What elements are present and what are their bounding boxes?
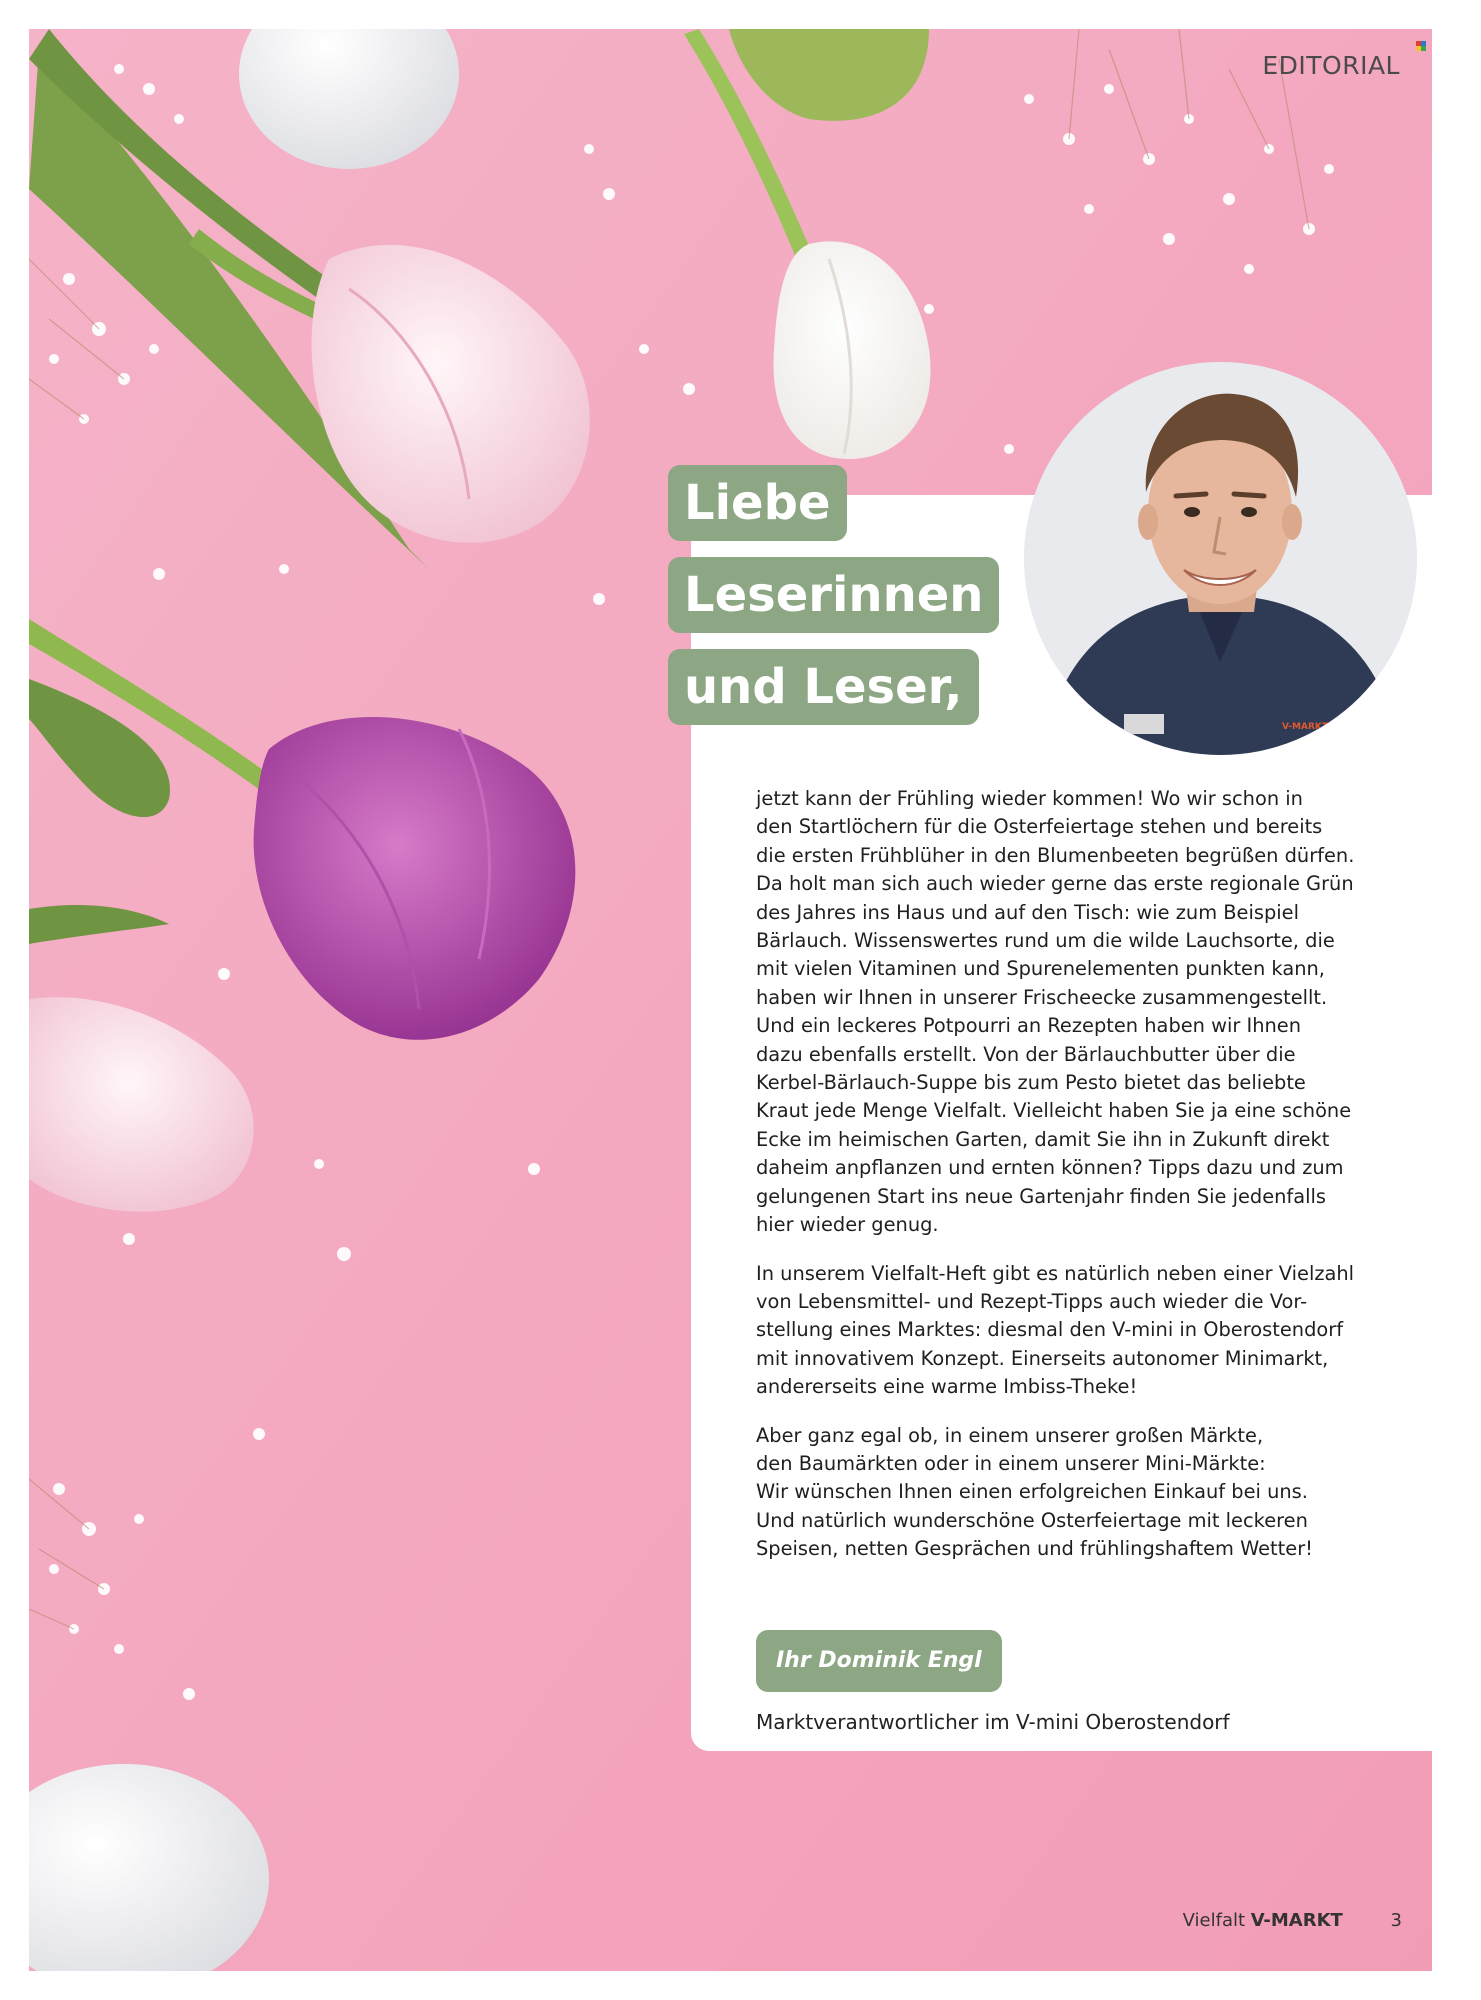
- svg-text:V-MARKT: V-MARKT: [1282, 722, 1329, 732]
- page-footer: [1183, 1910, 1402, 1931]
- magazine-page: [29, 29, 1432, 1971]
- corner-color-mark-icon: [1416, 41, 1426, 51]
- portrait-illustration: [1024, 362, 1417, 755]
- paragraph-3: Aber ganz egal ob, in einem unserer großen Märkte, den Baumärkten oder in einem unserer Mini-Märkte: Wir wünschen Ihnen einen erfolgreichen Einkauf bei uns. Und natürlich wunderschöne Osterfeiertage mit leckeren Speisen, netten Gesprächen und frühlingshaftem Wetter!: [756, 1423, 1313, 1561]
- magazine-name: Vielfalt: [1182, 1910, 1246, 1931]
- greeting-line-1: Liebe: [668, 465, 847, 541]
- greeting-line-2: Leserinnen: [668, 557, 999, 633]
- page-number: 3: [1390, 1910, 1402, 1931]
- author-portrait: [1024, 362, 1417, 755]
- section-label: EDITORIAL: [1262, 51, 1400, 80]
- paragraph-2: In unserem Vielfalt-Heft gibt es natürlich neben einer Vielzahl von Lebensmittel- und Rezept-Tipps auch wieder die Vor- stellung eines Marktes: diesmal den V-mini in Oberostendorf mit innovativem Konzept. Einerseits autonomer Minimarkt, andererseits eine warme Imbiss-Theke!: [756, 1261, 1355, 1399]
- greeting-heading: [668, 465, 999, 741]
- greeting-line-3: und Leser,: [668, 649, 979, 725]
- editorial-body: [756, 785, 1376, 1584]
- name-tag: [1124, 714, 1164, 734]
- signature-badge: Ihr Dominik Engl: [756, 1630, 1002, 1692]
- author-role: Marktverantwortlicher im V-mini Oberostendorf: [756, 1710, 1230, 1734]
- brand-name: V-MARKT: [1250, 1910, 1343, 1931]
- paragraph-1: jetzt kann der Frühling wieder kommen! Wo wir schon in den Startlöchern für die Osterfeiertage stehen und bereits die ersten Frühblüher in den Blumenbeeten begrüßen dürfen. Da holt man sich auch wieder gerne das erste regionale Grün des Jahres ins Haus und auf den Tisch: wie zum Beispiel Bärlauch. Wissenswertes rund um die wilde Lauchsorte, die mit vielen Vitaminen und Spurenelementen punkten kann, haben wir Ihnen in unserer Frischeecke zusammengestellt. Und ein leckeres Potpourri an Rezepten haben wir Ihnen dazu ebenfalls erstellt. Von der Bärlauchbutter über die Kerbel-Bärlauch-Suppe bis zum Pesto bietet das beliebte Kraut jede Menge Vielfalt. Vielleicht haben Sie ja eine schöne Ecke im heimischen Garten, damit Sie ihn in Zukunft direkt daheim anpflanzen und ernten können? Tipps dazu und zum gelungenen Start ins neue Gartenjahr finden Sie jedenfalls hier wieder genug.: [756, 787, 1355, 1237]
